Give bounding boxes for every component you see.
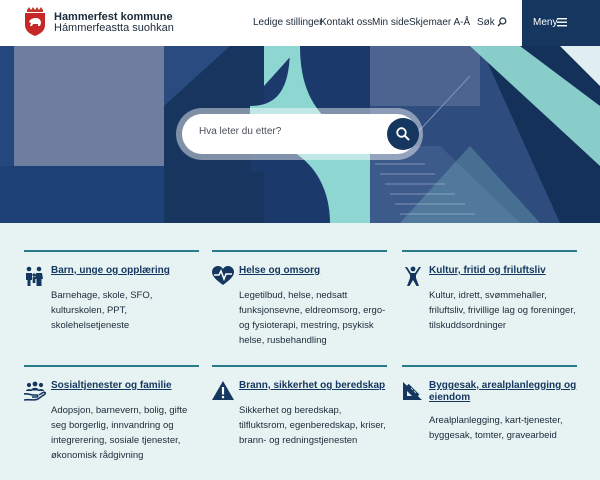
org-name: Hammerfest kommune [54, 11, 173, 23]
search-wrapper [176, 108, 423, 160]
site-header [0, 0, 600, 46]
heart-pulse-icon [212, 266, 234, 286]
brand[interactable] [54, 12, 174, 34]
category-desc-helse: Legetilbud, helse, nedsatt funksjonsevne, eldreomsorg, ergo- og fysioterapi, mestring, psykisk helse, rusbehandling [239, 290, 386, 346]
search-icon[interactable] [497, 17, 507, 27]
nav-kontakt-oss[interactable]: Kontakt oss [320, 17, 373, 28]
category-desc-brann: Sikkerhet og beredskap, tilfluktsrom, egenberedskap, kriser, brann- og redningstjenesten [239, 405, 386, 446]
search-input[interactable] [199, 126, 379, 137]
divider [212, 365, 387, 367]
family-icon [24, 266, 46, 286]
divider [24, 250, 199, 252]
person-active-icon [402, 266, 424, 286]
coat-of-arms-logo[interactable] [24, 6, 46, 36]
category-desc-byggesak: Arealplanlegging, kart-tjenester, byggesak, tomter, gravearbeid [429, 415, 563, 441]
divider [212, 250, 387, 252]
category-title-kultur[interactable]: Kultur, fritid og friluftsliv [429, 265, 546, 276]
category-desc-barn: Barnehage, skole, SFO, kulturskolen, PPT, skolehelsetjeneste [51, 290, 153, 331]
hero-banner [0, 46, 600, 223]
org-name-sami: Hámmerfeastta suohkan [54, 22, 174, 34]
nav-ledige-stillinger[interactable]: Ledige stillinger [253, 17, 323, 28]
divider [402, 250, 577, 252]
search-box [182, 114, 417, 154]
search-submit-button[interactable] [387, 118, 419, 150]
social-care-icon [24, 381, 46, 401]
category-desc-sosial: Adopsjon, barnevern, bolig, gifte seg borgerlig, innvandring og integrerering, sosiale tjenester, økonomisk rådgivning [51, 405, 188, 461]
category-title-sosial[interactable]: Sosialtjenester og familie [51, 380, 172, 391]
search-icon [396, 127, 410, 141]
nav-skjemaer[interactable]: Skjemaer A-Å [409, 17, 471, 28]
category-desc-kultur: Kultur, idrett, svømmehaller, friluftsliv, frivillige lag og foreninger, tilskuddsordninger [429, 290, 576, 331]
hamburger-icon [557, 17, 567, 27]
nav-sok[interactable]: Søk [477, 17, 495, 28]
menu-button[interactable] [522, 0, 600, 46]
divider [402, 365, 577, 367]
warning-icon [212, 381, 234, 401]
ruler-triangle-icon [402, 381, 424, 401]
divider [24, 365, 199, 367]
category-title-helse[interactable]: Helse og omsorg [239, 265, 321, 276]
category-title-barn[interactable]: Barn, unge og opplæring [51, 265, 170, 276]
category-title-brann[interactable]: Brann, sikkerhet og beredskap [239, 380, 386, 391]
category-title-byggesak[interactable]: Byggesak, arealplanlegging og eiendom [429, 380, 577, 403]
nav-min-side[interactable]: Min side [372, 17, 410, 28]
menu-label: Meny [533, 17, 558, 28]
